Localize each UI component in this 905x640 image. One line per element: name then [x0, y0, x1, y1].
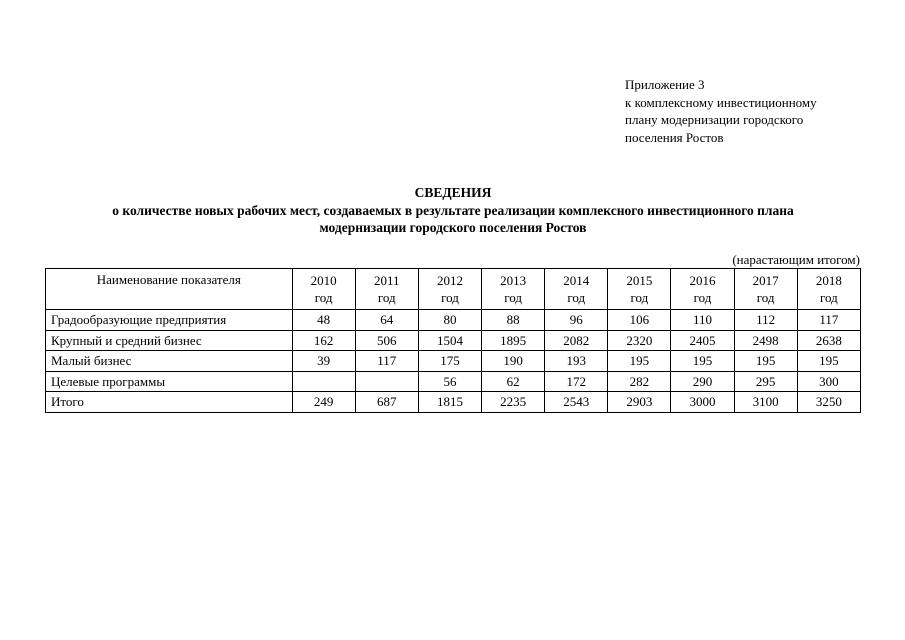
table-cell [292, 371, 355, 392]
table-cell: 282 [608, 371, 671, 392]
table-cell: 172 [545, 371, 608, 392]
year-header: 2018 год [797, 269, 860, 310]
appendix-line: к комплексному инвестиционному [625, 94, 817, 110]
appendix-line: поселения Ростов [625, 129, 724, 145]
table-cell: 64 [355, 310, 418, 331]
table-cell: 175 [418, 351, 481, 372]
row-label: Градообразующие предприятия [46, 310, 293, 331]
indicator-name-header: Наименование показателя [46, 269, 293, 310]
cumulative-note: (нарастающим итогом) [732, 252, 860, 267]
subtitle-line: модернизации городского поселения Ростов [319, 220, 587, 235]
year-header: 2010 год [292, 269, 355, 310]
table-cell: 195 [797, 351, 860, 372]
table-row [46, 371, 861, 392]
document-title: СВЕДЕНИЯ [414, 185, 492, 200]
year-header: 2014 год [545, 269, 608, 310]
table-cell: 290 [671, 371, 734, 392]
document-subtitle [40, 202, 866, 236]
table-cell: 195 [671, 351, 734, 372]
table-row [46, 351, 861, 372]
table-cell: 48 [292, 310, 355, 331]
appendix-line: плану модернизации городского [625, 112, 804, 127]
table-cell: 117 [797, 310, 860, 331]
table-cell: 2320 [608, 330, 671, 351]
table-cell: 162 [292, 330, 355, 351]
table-cell: 2405 [671, 330, 734, 351]
table-cell: 110 [671, 310, 734, 331]
row-label: Целевые программы [46, 371, 293, 392]
table-cell: 1895 [482, 330, 545, 351]
table-cell [355, 371, 418, 392]
table-cell: 300 [797, 371, 860, 392]
year-header: 2016 год [671, 269, 734, 310]
table-cell: 2543 [545, 392, 608, 413]
table-cell: 62 [482, 371, 545, 392]
table-cell: 193 [545, 351, 608, 372]
year-header: 2015 год [608, 269, 671, 310]
table-header-row [46, 269, 861, 310]
table-cell: 249 [292, 392, 355, 413]
table-cell: 3000 [671, 392, 734, 413]
table-cell: 96 [545, 310, 608, 331]
table-cell: 195 [734, 351, 797, 372]
table-cell: 2082 [545, 330, 608, 351]
table-cell: 190 [482, 351, 545, 372]
table-cell: 506 [355, 330, 418, 351]
jobs-table [45, 268, 861, 413]
table-cell: 39 [292, 351, 355, 372]
year-header: 2012 год [418, 269, 481, 310]
table-cell: 2903 [608, 392, 671, 413]
table-cell: 80 [418, 310, 481, 331]
appendix-note [625, 76, 817, 146]
table-cell: 2235 [482, 392, 545, 413]
row-label: Итого [46, 392, 293, 413]
row-label: Малый бизнес [46, 351, 293, 372]
table-cell: 3250 [797, 392, 860, 413]
subtitle-line: о количестве новых рабочих мест, создаваемых в результате реализации комплексного инвестиционного плана [112, 203, 794, 218]
table-cell: 1815 [418, 392, 481, 413]
table-cell: 195 [608, 351, 671, 372]
table-cell: 295 [734, 371, 797, 392]
table-cell: 687 [355, 392, 418, 413]
table-row [46, 330, 861, 351]
table-cell: 2638 [797, 330, 860, 351]
table-cell: 117 [355, 351, 418, 372]
table-cell: 106 [608, 310, 671, 331]
table-cell: 56 [418, 371, 481, 392]
table-cell: 112 [734, 310, 797, 331]
appendix-line: Приложение 3 [625, 77, 705, 92]
table-cell: 2498 [734, 330, 797, 351]
row-label: Крупный и средний бизнес [46, 330, 293, 351]
year-header: 2011 год [355, 269, 418, 310]
table-row [46, 392, 861, 413]
year-header: 2017 год [734, 269, 797, 310]
table-cell: 88 [482, 310, 545, 331]
table-cell: 3100 [734, 392, 797, 413]
year-header: 2013 год [482, 269, 545, 310]
table-cell: 1504 [418, 330, 481, 351]
table-row [46, 310, 861, 331]
